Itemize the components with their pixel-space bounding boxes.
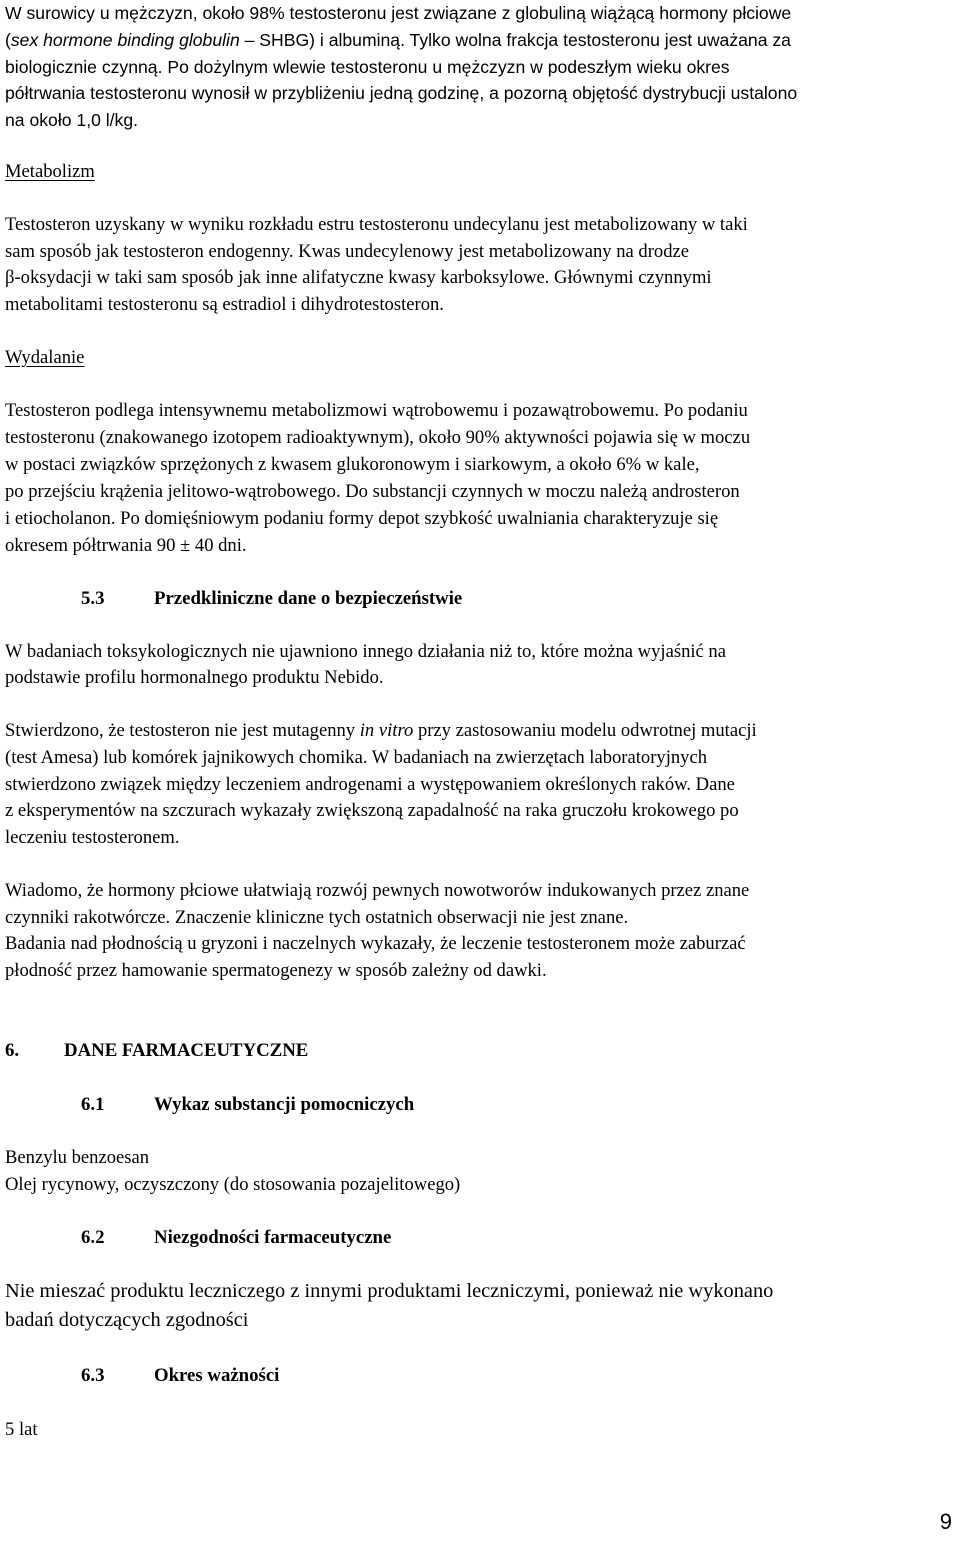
intro-line-4: półtrwania testosteronu wynosił w przybliżeniu jedną godzinę, a pozorną objętość dystrybucji ustalono xyxy=(5,83,798,103)
s53-p1-line-2: podstawie profilu hormonalnego produktu Nebido. xyxy=(5,667,384,688)
metabolizm-line-1: Testosteron uzyskany w wyniku rozkładu estru testosteronu undecylanu jest metabolizowany w taki xyxy=(5,214,748,235)
section-number: 6.2 xyxy=(81,1227,105,1248)
section-number: 6. xyxy=(5,1040,20,1061)
in-vitro-term: in vitro xyxy=(359,720,414,741)
wydalanie-line-3: w postaci związków sprzężonych z kwasem glukoronowym i siarkowym, a około 6% w kale, xyxy=(5,454,700,475)
s53-p3-line-3: Badania nad płodnością u gryzoni i naczelnych wykazały, że leczenie testosteronem może zaburzać xyxy=(5,933,746,954)
s53-p2-pre: Stwierdzono, że testosteron nie jest mutagenny xyxy=(5,720,360,741)
wydalanie-line-2: testosteronu (znakowanego izotopem radioaktywnym), około 90% aktywności pojawia się w moczu xyxy=(5,427,751,448)
intro-line-2-rest: – SHBG) i albuminą. Tylko wolna frakcja testosteronu jest uważana za xyxy=(239,30,791,50)
wydalanie-line-6: okresem półtrwania 90 ± 40 dni. xyxy=(5,535,247,556)
s53-p2-post: przy zastosowaniu modelu odwrotnej mutacji xyxy=(413,720,757,741)
incompatibility-line-2: badań dotyczących zgodności xyxy=(5,1309,249,1331)
s53-p1-line-1: W badaniach toksykologicznych nie ujawniono innego działania niż to, które można wyjaśnić na xyxy=(5,641,726,662)
section-title: Przedkliniczne dane o bezpieczeństwie xyxy=(154,588,463,609)
s53-p2-line-1 xyxy=(5,717,960,744)
intro-line-5: na około 1,0 l/kg. xyxy=(5,110,139,130)
section-title: Niezgodności farmaceutyczne xyxy=(154,1227,392,1248)
section-title: Okres ważności xyxy=(154,1365,280,1386)
wydalanie-line-1: Testosteron podlega intensywnemu metabolizmowi wątrobowemu i pozawątrobowemu. Po podaniu xyxy=(5,400,748,421)
intro-paren: ( xyxy=(5,30,11,50)
excipient-item-1: Benzylu benzoesan xyxy=(5,1147,150,1168)
metabolizm-line-4: metabolitami testosteronu są estradiol i dihydrotestosteron. xyxy=(5,294,444,315)
section-number: 5.3 xyxy=(81,588,105,609)
intro-latin-term: sex hormone binding globulin xyxy=(10,30,240,50)
metabolizm-line-2: sam sposób jak testosteron endogenny. Kwas undecylenowy jest metabolizowany na drodze xyxy=(5,241,690,262)
excipient-item-2: Olej rycynowy, oczyszczony (do stosowania pozajelitowego) xyxy=(5,1174,461,1195)
shelf-life-value: 5 lat xyxy=(5,1419,38,1440)
s53-p2-line-3: stwierdzono związek między leczeniem androgenami a występowaniem określonych raków. Dane xyxy=(5,774,735,795)
section-number: 6.3 xyxy=(81,1365,105,1386)
incompatibility-line-1: Nie mieszać produktu leczniczego z innymi produktami leczniczymi, ponieważ nie wykonano xyxy=(5,1280,774,1302)
s53-p3-line-1: Wiadomo, że hormony płciowe ułatwiają rozwój pewnych nowotworów indukowanych przez znane xyxy=(5,880,750,901)
wydalanie-line-4: po przejściu krążenia jelitowo-wątrobowego. Do substancji czynnych w moczu należą androsteron xyxy=(5,481,740,502)
intro-line-2 xyxy=(5,27,960,54)
metabolizm-heading: Metabolizm xyxy=(5,161,95,182)
intro-line-1: W surowicy u mężczyzn, około 98% testosteronu jest związane z globuliną wiążącą hormony płciowe xyxy=(5,3,792,23)
section-number: 6.1 xyxy=(81,1094,105,1115)
s53-p2-line-4: z eksperymentów na szczurach wykazały zwiększoną zapadalność na raka gruczołu krokowego po xyxy=(5,800,739,821)
section-title: DANE FARMACEUTYCZNE xyxy=(64,1040,309,1061)
section-title: Wykaz substancji pomocniczych xyxy=(154,1094,415,1115)
page-number: 9 xyxy=(939,1509,952,1534)
s53-p2-line-5: leczeniu testosteronem. xyxy=(5,827,180,848)
s53-p3-line-4: płodność przez hamowanie spermatogenezy w sposób zależny od dawki. xyxy=(5,960,547,981)
wydalanie-heading: Wydalanie xyxy=(5,347,85,368)
intro-line-3: biologicznie czynną. Po dożylnym wlewie testosteronu u mężczyzn w podeszłym wieku okres xyxy=(5,57,730,77)
s53-p3-line-2: czynniki rakotwórcze. Znaczenie kliniczne tych ostatnich obserwacji nie jest znane. xyxy=(5,907,629,928)
metabolizm-line-3: β-oksydacji w taki sam sposób jak inne alifatyczne kwasy karboksylowe. Głównymi czynnymi xyxy=(5,267,712,288)
s53-p2-line-2: (test Amesa) lub komórek jajnikowych chomika. W badaniach na zwierzętach laboratoryjnych xyxy=(5,747,708,768)
wydalanie-line-5: i etiocholanon. Po domięśniowym podaniu formy depot szybkość uwalniania charakteryzuje się xyxy=(5,508,719,529)
